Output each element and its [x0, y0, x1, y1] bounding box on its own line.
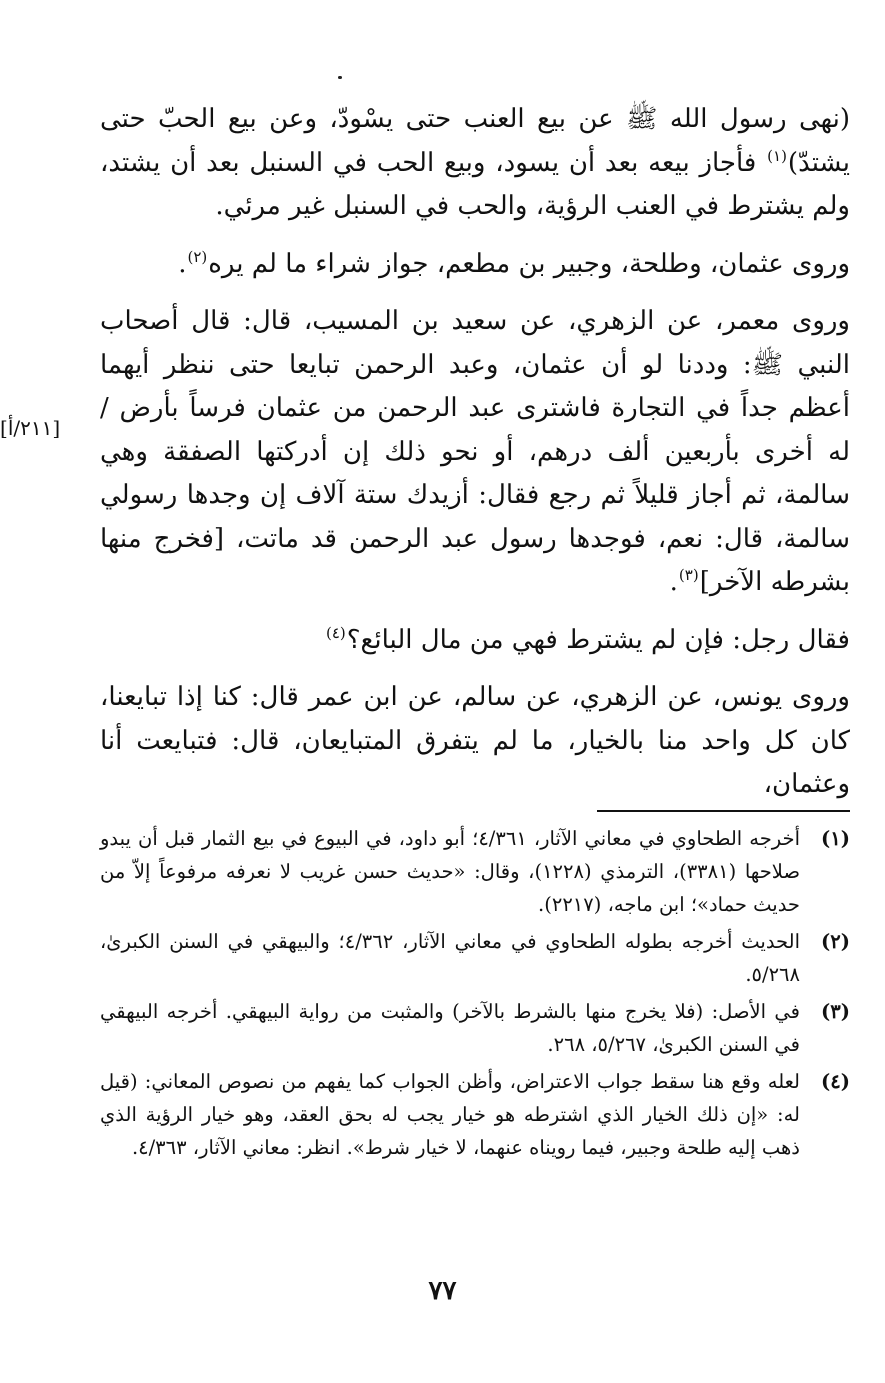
footnote-number: (١) — [821, 827, 850, 850]
footnote-4 — [100, 1065, 850, 1164]
footnote-ref-4[interactable]: (٤) — [325, 623, 346, 642]
footnote-3 — [100, 995, 850, 1061]
footnote-ref-3[interactable]: (٣) — [678, 566, 699, 584]
footnote-number: (٢) — [821, 930, 850, 953]
footnote-1 — [100, 822, 850, 921]
footnote-ref-2[interactable]: (٢) — [187, 247, 208, 266]
paragraph-5: وروى يونس، عن الزهري، عن سالم، عن ابن عمر قال: كنا إذا تبايعنا، كان كل واحد منا بالخيار، ما لم يتفرق المتبايعان، قال: فتبايعت أنا وعثمان، — [100, 682, 850, 799]
footnote-number: (٤) — [821, 1070, 850, 1093]
footnote-ref-1[interactable]: (١) — [767, 146, 787, 165]
main-text — [100, 98, 850, 807]
page-number: ٧٧ — [428, 1276, 457, 1306]
footnote-text: الحديث أخرجه بطوله الطحاوي في معاني الآثار، ٤/٣٦٢؛ والبيهقي في السنن الكبرىٰ، ٥/٢٦٨. — [100, 930, 801, 986]
paragraph-2: وروى عثمان، وطلحة، وجبير بن مطعم، جواز شراء ما لم يره$^{(٢)}$. — [178, 247, 850, 279]
folio-marker: [٢١١/أ] — [0, 416, 61, 440]
header-mark — [338, 76, 342, 79]
footnote-text: في الأصل: (فلا يخرج منها بالشرط بالآخر) والمثبت من رواية البيهقي. أخرجه البيهقي في السنن الكبرىٰ، ٥/٢٦٧، ٢٦٨. — [100, 1000, 800, 1056]
paragraph-3: وروى معمر، عن الزهري، عن سعيد بن المسيب، قال: قال أصحاب النبي ﷺ: وددنا لو أن عثمان، وعبد الرحمن تبايعا حتى ننظر أيهما أعظم جداً في التجارة فاشترى عبد الرحمن من عثمان فرساً بأرض / له أخرى بأربعين ألف درهم، أو نحو ذلك إن أدركتها الصفقة وهي سالمة، ثم أجاز قليلاً ثم رجع فقال: أزيدك ستة آلاف إن وجدها رسولي سالمة، قال: نعم، فوجدها رسول عبد الرحمن قد ماتت، [فخرج منها بشرطه الآخر]$^{(٣)}$. — [100, 306, 851, 597]
paragraph-1: (نهى رسول الله ﷺ عن بيع العنب حتى يسْودّ، وعن بيع الحبّ حتى يشتدّ)$^{(١)}$ فأجاز بيعه بعد أن يسود، وبيع الحب في السنبل بعد أن يشتد، ولم يشترط في العنب الرؤية، والحب في السنبل غير مرئي. — [100, 104, 850, 221]
footnote-divider — [597, 810, 850, 812]
footnote-text: لعله وقع هنا سقط جواب الاعتراض، وأظن الجواب كما يفهم من نصوص المعاني: (قيل له: «إن ذلك الخيار الذي اشترطه هو خيار يجب له بحق العقد، وهو خيار الرؤية الذي ذهب إليه طلحة وجبير، فيما رويناه عنهما، لا خيار شرط». انظر: معاني الآثار، ٤/٣٦٣. — [100, 1070, 800, 1159]
footnote-2 — [100, 925, 850, 991]
footnote-text: أخرجه الطحاوي في معاني الآثار، ٤/٣٦١؛ أبو داود، في البيوع في بيع الثمار قبل أن يبدو صلاحها (٣٣٨١)، الترمذي (١٢٢٨)، وقال: «حديث حسن غريب لا نعرفه مرفوعاً إلاّ من حديث حماد»؛ ابن ماجه، (٢٢١٧). — [100, 827, 801, 916]
paragraph-4: فقال رجل: فإن لم يشترط فهي من مال البائع؟$^{(٤)}$ — [325, 623, 850, 655]
footnote-number: (٣) — [821, 1000, 850, 1023]
footnotes — [100, 822, 850, 1168]
